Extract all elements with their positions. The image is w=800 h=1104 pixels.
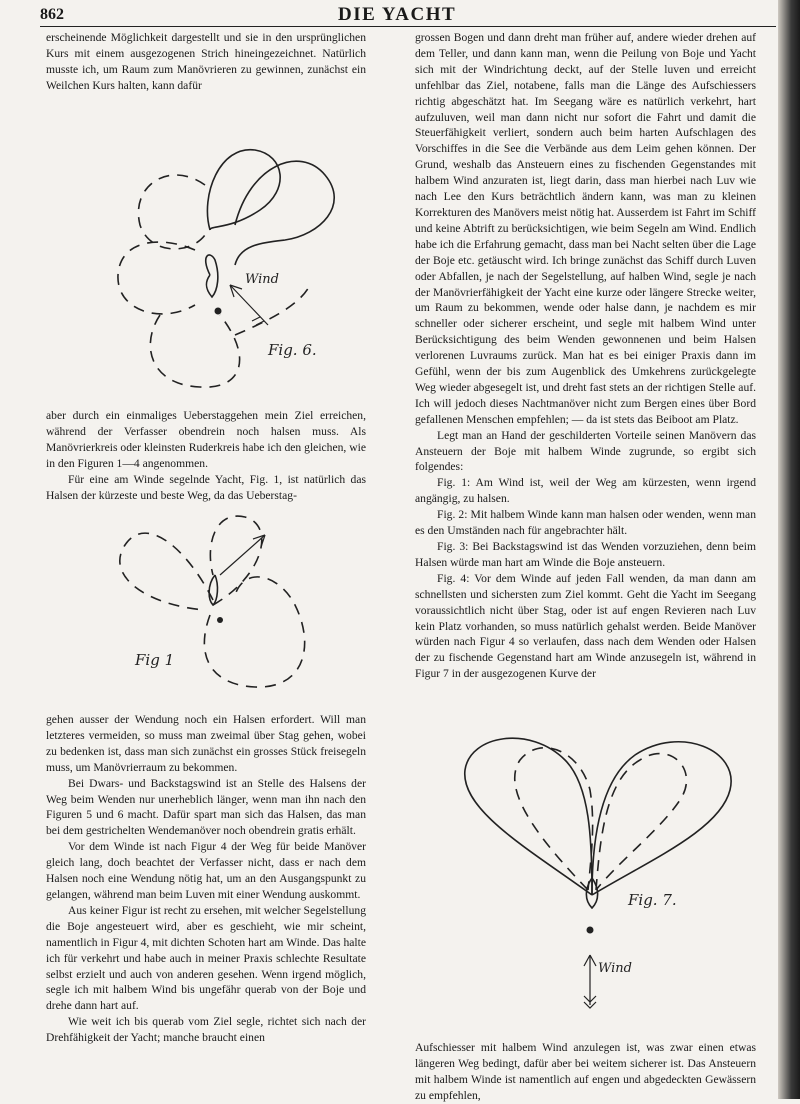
wind-label: Wind — [245, 272, 279, 287]
left-top-text — [46, 30, 366, 94]
running-title: DIE YACHT — [338, 4, 457, 25]
paragraph: Fig. 2: Mit halbem Winde kann man halsen oder wenden, wenn man es den Umständen nach für angebrachter hält. — [415, 508, 756, 538]
page-edge-shadow — [778, 0, 800, 1099]
paragraph: Wie weit ich bis querab vom Ziel segle, richtet sich nach der Drehfähigkeit der Yacht; manche braucht einen — [46, 1015, 366, 1045]
paragraph: Fig. 1: Am Wind ist, weil der Weg am kürzesten, wenn irgend angängig, zu halsen. — [415, 476, 756, 506]
paragraph: erscheinende Möglichkeit dargestellt und sie in den ursprünglichen Kurs mit einem ausgezogenen Strich hineingezeichnet. Natürlich musste ich, um Raum zum Manövrieren zu gewinnen, zunächst ein Weilchen Kurs halten, kann dafür — [46, 31, 366, 92]
left-bottom-text — [46, 712, 366, 1046]
paragraph: Legt man an Hand der geschilderten Vorteile seinen Manövern das Ansteuern der Boje mit halbem Winde zugrunde, so ergibt sich folgendes: — [415, 428, 756, 474]
page-number: 862 — [40, 6, 64, 23]
paragraph: aber durch ein einmaliges Ueberstaggehen mein Ziel erreichen, während der Verfasser obendrein noch halsen muss. Als Manövrierkreis oder kleinsten Ruderkreis habe ich den gleichen, wie in den Figuren 1—4 angenommen. — [46, 409, 366, 470]
fig6-label: Fig. 6. — [268, 341, 317, 359]
wind-label: Wind — [598, 961, 632, 976]
left-mid-text — [46, 408, 366, 503]
right-top-text — [415, 30, 756, 682]
paragraph: Aufschiesser mit halbem Wind anzulegen ist, was zwar einen etwas längeren Weg bedingt, dafür aber bei weitem sicherer ist. Das Ansteuern mit halbem Winde ist namentlich auf engen und abgedeckten Gewässern zu empfehlen, — [415, 1041, 756, 1102]
right-bottom-text — [415, 1040, 756, 1104]
paragraph: Fig. 3: Bei Backstagswind ist das Wenden vorzuziehen, denn beim Halsen würde man hart am Winde die Boje ansteuern. — [415, 540, 756, 569]
figure-1 — [105, 505, 325, 695]
paragraph: Für eine am Winde segelnde Yacht, Fig. 1, ist natürlich das Halsen der kürzeste und beste Weg, da das Ueberstag- — [46, 472, 366, 502]
fig7-label: Fig. 7. — [628, 891, 677, 909]
figure-7 — [440, 730, 760, 1035]
header-rule — [40, 26, 776, 27]
paragraph: Vor dem Winde ist nach Figur 4 der Weg für beide Manöver gleich lang, doch beachtet der Verfasser nicht, dass er nach dem Halsen noch eine Wendung nötig hat, um an den Ausgangspunkt zu gelangen, während man beim Luven mit einer Wendung auskommt. — [46, 840, 366, 901]
paragraph: Aus keiner Figur ist recht zu ersehen, mit welcher Segelstellung die Boje angesteuert wird, aber es geschieht, wie mir scheint, namentlich in Figur 4, mit dichten Schoten hart am Winde. Das halte ich für verkehrt und habe auch in meiner Praxis schlechte Resultate selbst erzielt und auch von anderen gesehen. Wenn irgend möglich, segle ich mit halbem Wind bis ungefähr querab von der Boje und drehe dann hart auf. — [46, 903, 366, 1013]
paragraph: Fig. 4: Vor dem Winde auf jeden Fall wenden, da man dann am schnellsten und sichersten zum Ziel kommt. Geht die Yacht im Seegang voraussichtlich nicht über Stag, oder ist auf engen Revieren nach Luv kein Platz vorhanden, so muss natürlich gehalst werden. Beide Manöver würden nach Figur 4 so verlaufen, dass nach dem Wenden oder Halsen der zu fischende Gegenstand hart am Winde anzusegeln ist, während in Figur 7 in der ausgezogenen Kurve der — [415, 571, 756, 681]
paragraph: grossen Bogen und dann dreht man früher auf, andere wieder drehen auf dem Teller, und dann kann man, wenn die Peilung von Boje und Yacht sich mit der Windrichtung deckt, auf der Stelle luven und erreicht unfehlbar das Ziel, notabene, falls man die Länge des Aufschiessers richtig abgeschätzt hat. Im Seegang wäre es natürlich verkehrt, hart aufzuluven, weil man dann nicht nur sofort die Fahrt und damit die Steuerfähigkeit verliert, sondern auch beim harten Aufschlagen des Vorschiffes in die See die Verbände aus dem Leim gehen können. Der Grund, weshalb das Ansteuern eines zu fischenden Gegenstandes mit halbem Wind anzuraten ist, liegt darin, dass man hierbei nach Luv wie nach Lee den Kurs beträchtlich ändern kann, was man zu kleinen Korrekturen des Manövers meist nötig hat. Ausserdem ist Fahrt im Schiff und keine Abtrift zu berücksichtigen, wie beim Segeln am Wind. Endlich habe ich die Erfahrung gemacht, dass man bei Nacht selten über die Lage der Boje etc. getäuscht wird. Ich bringe zunächst das Schiff durch Luven oder Abfallen, je nach der Segelstellung, auf halben Wind, segle je nach der Manövrierfähigkeit der Yacht eine kurze oder längere Strecke weiter, um Raum zu bekommen, wende oder halse dann, je nachdem es mir schneller oder sicherer erscheint, und segle mit halbem Wind unter Berücksichtigung des beim Wenden gewonnenen und beim Halsen verlorenen Luvraums zurück. Man hat es bei einiger Praxis dann im Gefühl, wenn der bis zum Augenblick des Umkehrens zurückgelegte Weg wieder abgesegelt ist, und dreht fast stets an der richtigen Stelle auf. Ich will jedoch dieses Nachtmanöver nicht zum Bergen eines über Bord gefallenen Menschen empfehlen; — da ist stets das Beiboot am Platz. — [415, 31, 756, 426]
fig1-label: Fig 1 — [135, 651, 175, 669]
paragraph: Bei Dwars- und Backstagswind ist an Stelle des Halsens der Weg beim Wenden nur unerheblich länger, wenn man ihn nach den Figuren 5 und 6 macht. Dafür spart man sich das Halsen, das man bei dem gestrichelten Wendemanöver noch obendrein gratis erhält. — [46, 776, 366, 838]
figure-6 — [100, 125, 360, 400]
paragraph: gehen ausser der Wendung noch ein Halsen erfordert. Will man letzteres vermeiden, so muss man zweimal über Stag gehen, wobei zu bedenken ist, dass man sich zunächst ein grosses Stück freisegeln muss, um Manövrierraum zu bekommen. — [46, 713, 366, 774]
